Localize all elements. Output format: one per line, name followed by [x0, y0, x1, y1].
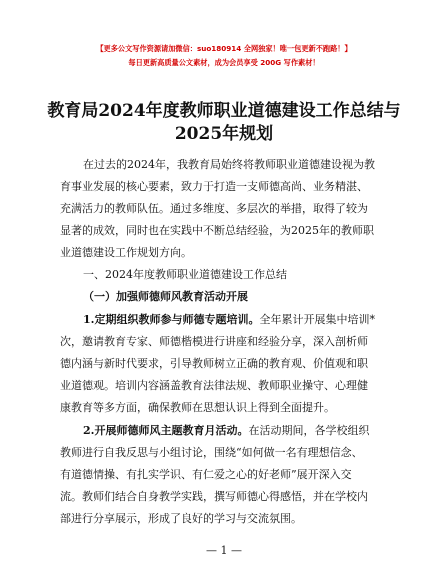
item2-lead: 2.开展师德师风主题教育月活动。 — [83, 424, 249, 437]
promo-banner-line1: 【更多公文写作资源请加微信：suo180914 全网独家！唯一包更新不跑路！】 — [96, 44, 352, 53]
item2-first-line — [83, 422, 369, 438]
item1-line: 业道德观。培训内容涵盖教育法律法规、教师职业操守、心理健 — [60, 379, 368, 392]
item2-text: 在活动期间，各学校组织 — [248, 424, 370, 437]
document-title-line1: 教育局2024年度教师职业道德建设工作总结与 — [47, 101, 401, 121]
item2-line: 有道德情操、有扎实学识、有仁爱之心的好老师”展开深入交 — [60, 468, 352, 481]
intro-line: 显著的成效，同时也在实践中不断总结经验，为2025年的教师职 — [60, 224, 374, 237]
item2-line: 部进行分享展示，形成了良好的学习与交流氛围。 — [60, 512, 302, 525]
section-heading: 一、2024年度教师职业道德建设工作总结 — [83, 268, 287, 281]
intro-line: 在过去的2024年，我教育局始终将教师职业道德建设视为教 — [83, 158, 375, 171]
item1-lead: 1.定期组织教师参与师德专题培训。 — [83, 313, 260, 326]
subsection-heading: （一）加强师德师风教育活动开展 — [83, 290, 248, 303]
promo-banner-line2: 每日更新高质量公文素材，成为会员享受 200G 写作素材！ — [128, 58, 320, 67]
intro-line: 充满活力的教师队伍。通过多维度、多层次的举措，取得了较为 — [60, 202, 368, 215]
item1-line: 德内涵与新时代要求，引导教师树立正确的教育观、价值观和职 — [60, 357, 368, 370]
page-number: — 1 — — [206, 544, 242, 557]
item1-line: 次，邀请教育专家、师德楷模进行讲座和经验分享，深入剖析师 — [60, 335, 368, 348]
document-title-line2: 2025年规划 — [174, 124, 274, 144]
item2-line: 流。教师们结合自身教学实践，撰写师德心得感悟，并在学校内 — [60, 490, 368, 503]
item2-line: 教师进行自我反思与小组讨论，围绕“如何做一名有理想信念、 — [60, 446, 363, 459]
intro-line: 业道德建设工作规划方向。 — [60, 246, 192, 259]
item1-line: 康教育等多方面，确保教师在思想认识上得到全面提升。 — [60, 401, 335, 414]
intro-line: 育事业发展的核心要素，致力于打造一支师德高尚、业务精湛、 — [60, 180, 368, 193]
item1-text: 全年累计开展集中培训* — [259, 313, 375, 326]
item1-first-line — [83, 311, 375, 327]
